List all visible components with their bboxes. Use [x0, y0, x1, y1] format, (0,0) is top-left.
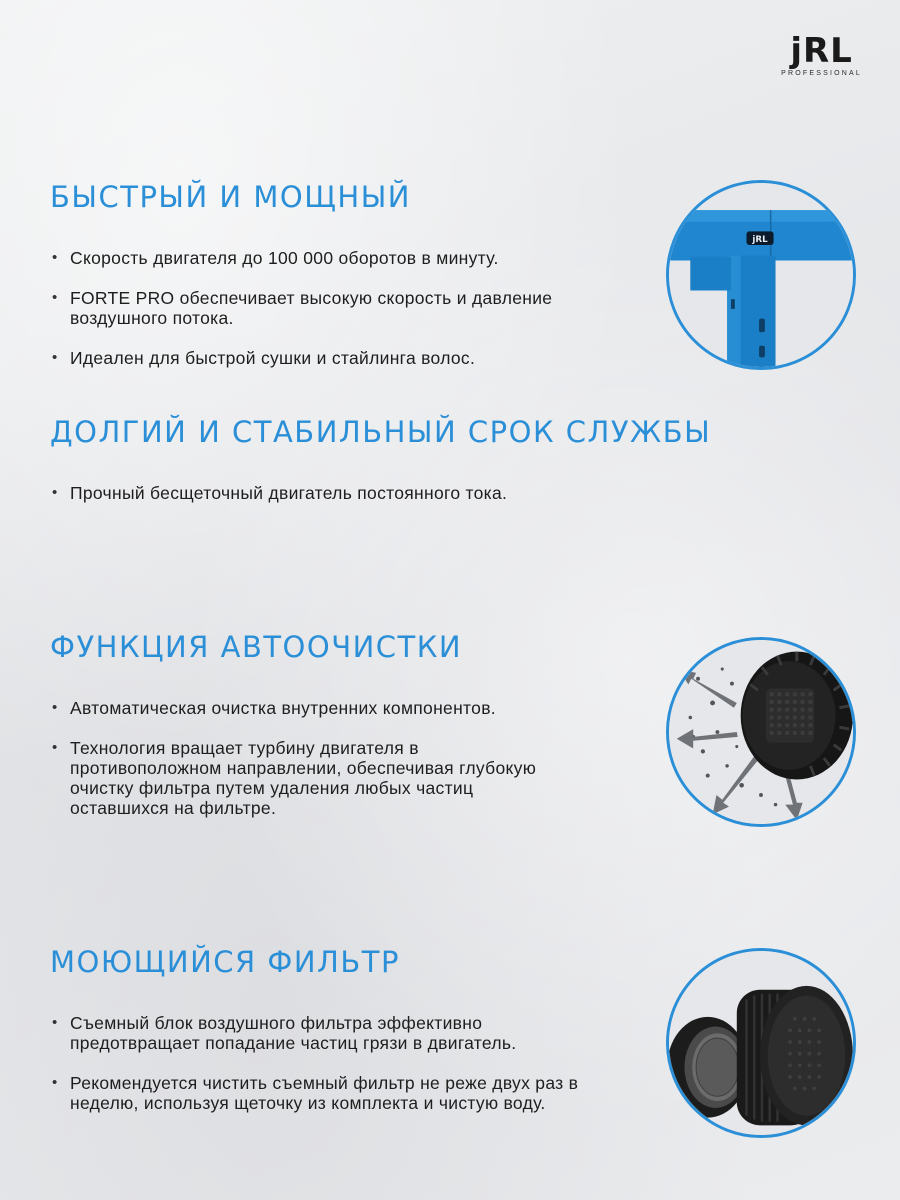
- section-title: БЫСТРЫЙ И МОЩНЫЙ: [50, 180, 411, 214]
- section-washable-filter: [50, 945, 660, 1133]
- section-long-life: [50, 415, 712, 523]
- section-title: ДОЛГИЙ И СТАБИЛЬНЫЙ СРОК СЛУЖБЫ: [50, 415, 712, 449]
- washable-filter-image: [666, 948, 856, 1138]
- bullet-item: • Прочный бесщеточный двигатель постоянного тока.: [50, 483, 660, 503]
- bullet-item: • Скорость двигателя до 100 000 оборотов в минуту.: [50, 248, 660, 268]
- filter-particles-illustration: [669, 640, 853, 824]
- bullet-item: • Рекомендуется чистить съемный фильтр не реже двух раз в неделю, используя щеточку из комплекта и чистую воду.: [50, 1073, 590, 1113]
- bullet-item: • FORTE PRO обеспечивает высокую скорость и давление воздушного потока.: [50, 288, 650, 328]
- dryer-badge-text: jRL: [752, 235, 768, 246]
- auto-clean-image: [666, 637, 856, 827]
- filter-grid: [766, 688, 814, 742]
- hair-dryer-illustration: [669, 183, 853, 367]
- bullet-item: • Идеален для быстрой сушки и стайлинга волос.: [50, 348, 660, 368]
- bullet-list: [50, 483, 660, 503]
- bullet-item: • Съемный блок воздушного фильтра эффективно предотвращает попадание частиц грязи в двигатель.: [50, 1013, 590, 1053]
- section-title: МОЮЩИЙСЯ ФИЛЬТР: [50, 945, 400, 979]
- brand-mark: jRL: [790, 31, 853, 71]
- bullet-list: [50, 1013, 660, 1113]
- bullet-list: [50, 248, 660, 368]
- brand-subtitle: PROFESSIONAL: [781, 70, 862, 77]
- bullet-item: • Технология вращает турбину двигателя в противоположном направлении, обеспечивая глубокую очистку фильтра путем удаления любых частиц оставшихся на фильтре.: [50, 738, 570, 818]
- hair-dryer-image: [666, 180, 856, 370]
- section-fast-powerful: [50, 180, 660, 388]
- removable-filter-illustration: [669, 951, 853, 1135]
- brand-logo: [781, 31, 862, 77]
- bullet-item: • Автоматическая очистка внутренних компонентов.: [50, 698, 660, 718]
- section-title: ФУНКЦИЯ АВТООЧИСТКИ: [50, 630, 463, 664]
- section-auto-clean: [50, 630, 660, 838]
- bullet-list: [50, 698, 660, 818]
